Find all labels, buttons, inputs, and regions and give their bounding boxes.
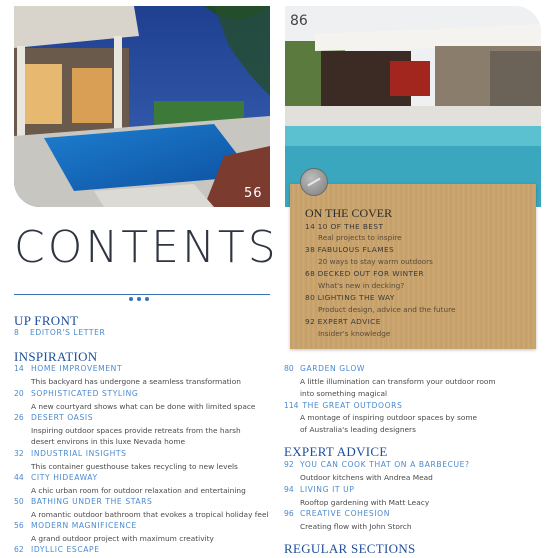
page-number: 86	[290, 13, 308, 29]
section-heading-regular-sections: REGULAR SECTIONS	[284, 541, 416, 556]
toc-entry-desc: Rooftop gardening with Matt Leacy	[300, 498, 430, 507]
title-dots-divider	[129, 286, 153, 305]
toc-entry-desc: into something magical	[300, 389, 388, 398]
photo-page-number: 56	[244, 186, 263, 201]
toc-entry-desc: Creating flow with John Storch	[300, 522, 412, 531]
toc-entry-desc: desert environs in this luxe Nevada home	[31, 437, 186, 446]
cover-item-desc: 20 ways to stay warm outdoors	[318, 257, 433, 266]
toc-entry-desc: Outdoor kitchens with Andrea Mead	[300, 473, 433, 482]
cover-item-desc: What's new in decking?	[318, 281, 405, 290]
toc-entry-desc: A montage of inspiring outdoor spaces by some	[300, 413, 478, 422]
cover-item-desc: Product design, advice and the future	[318, 305, 456, 314]
toc-entry[interactable]: 50 BATHING UNDER THE STARS	[14, 497, 153, 506]
toc-entry-desc: A new courtyard shows what can be done with limited space	[31, 402, 256, 411]
cover-item-desc: Real projects to inspire	[318, 233, 402, 242]
cover-item-desc: Insider's knowledge	[318, 329, 391, 338]
toc-entry-desc: A little illumination can transform your outdoor room	[300, 377, 496, 386]
toc-entry-desc: A romantic outdoor bathroom that evokes a tropical holiday feel	[31, 510, 269, 519]
cover-item[interactable]: 14 10 OF THE BEST	[305, 222, 384, 231]
toc-entry[interactable]: 8 EDITOR'S LETTER	[14, 328, 106, 337]
section-heading-inspiration: INSPIRATION	[14, 349, 98, 364]
toc-entry[interactable]: 92 YOU CAN COOK THAT ON A BARBECUE?	[284, 460, 470, 469]
toc-entry[interactable]: 96 CREATIVE COHESION	[284, 509, 390, 518]
section-heading-up-front: UP FRONT	[14, 313, 79, 328]
pool-house-photo	[14, 6, 270, 207]
section-heading-expert-advice: EXPERT ADVICE	[284, 444, 388, 459]
toc-entry[interactable]: 14 HOME IMPROVEMENT	[14, 364, 123, 373]
toc-entry[interactable]: 56 MODERN MAGNIFICENCE	[14, 521, 137, 530]
toc-entry-desc: of Australia's leading designers	[300, 425, 416, 434]
toc-entry[interactable]: 32 INDUSTRIAL INSIGHTS	[14, 449, 127, 458]
toc-entry[interactable]: 26 DESERT OASIS	[14, 413, 94, 422]
cover-item[interactable]: 68 DECKED OUT FOR WINTER	[305, 269, 425, 278]
toc-entry[interactable]: 20 SOPHISTICATED STYLING	[14, 389, 139, 398]
toc-entry-desc: Inspiring outdoor spaces provide retreats from the harsh	[31, 426, 241, 435]
screw-badge-icon	[300, 168, 328, 196]
cover-item[interactable]: 38 FABULOUS FLAMES	[305, 245, 395, 254]
toc-entry[interactable]: 44 CITY HIDEAWAY	[14, 473, 98, 482]
cover-item[interactable]: 92 EXPERT ADVICE	[305, 317, 381, 326]
toc-entry[interactable]: 62 IDYLLIC ESCAPE	[14, 545, 100, 554]
cover-item[interactable]: 80 LIGHTING THE WAY	[305, 293, 395, 302]
page-title: CONTENTS	[14, 222, 279, 273]
toc-entry[interactable]: 114 THE GREAT OUTDOORS	[284, 401, 403, 410]
toc-entry-desc: This container guesthouse takes recycling to new levels	[31, 462, 238, 471]
toc-entry-desc: A grand outdoor project with maximum creativity	[31, 534, 214, 543]
toc-entry-desc: A chic urban room for outdoor relaxation and entertaining	[31, 486, 246, 495]
cover-heading: ON THE COVER	[305, 206, 393, 220]
toc-entry-desc: This backyard has undergone a seamless transformation	[31, 377, 241, 386]
toc-entry[interactable]: 94 LIVING IT UP	[284, 485, 355, 494]
title-rule	[14, 294, 270, 295]
toc-entry[interactable]: 80 GARDEN GLOW	[284, 364, 366, 373]
